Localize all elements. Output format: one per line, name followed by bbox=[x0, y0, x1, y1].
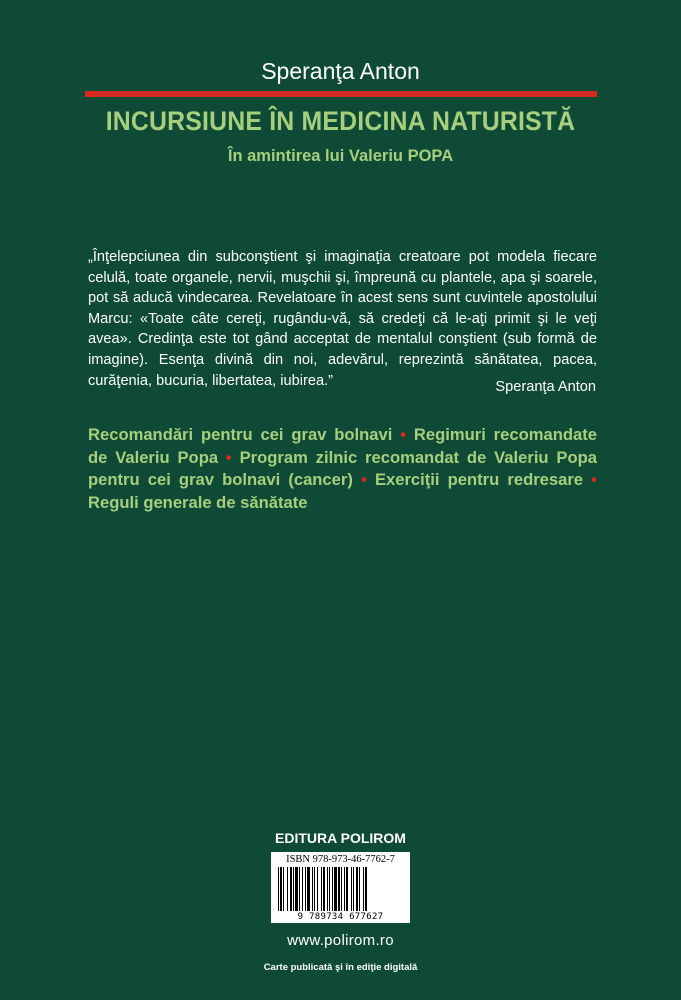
quote-text: „Înţelepciunea din subconştient şi imaginaţia creatoare pot modela fiecare celulă, toate organele, nervii, muşchii şi, împreună cu plantele, apa şi soarele, pot să aducă vindecarea. Revelatoare în acest sens sunt cuvintele apostolului Marcu: «Toate câte cereţi, rugându-vă, să credeţi că le-aţi primit şi le veţi avea». Credinţa este tot gând acceptat de mentalul conştient (sub formă de imagine). Esenţa divină din noi, adevărul, reprezintă sănătatea, pacea, curăţenia, bucuria, libertatea, iubirea.” bbox=[88, 249, 597, 389]
topics-list bbox=[88, 424, 597, 514]
book-title: INCURSIUNE ÎN MEDICINA NATURISTĂ bbox=[105, 106, 576, 136]
barcode-box bbox=[271, 852, 410, 923]
topic-item: Reguli generale de sănătate bbox=[88, 492, 308, 512]
author-name: Speranţa Anton bbox=[261, 58, 420, 84]
bullet-icon: • bbox=[400, 425, 407, 444]
bullet-icon: • bbox=[591, 470, 597, 489]
quote-author: Speranţa Anton bbox=[495, 379, 596, 395]
topic-item: Program zilnic recomandat de Valeriu Popa pentru cei grav bolnavi (cancer) bbox=[88, 447, 597, 489]
bullet-icon: • bbox=[225, 447, 232, 467]
red-divider bbox=[85, 91, 597, 97]
publisher-name: EDITURA POLIROM bbox=[275, 830, 406, 846]
barcode-icon bbox=[277, 867, 404, 911]
bullet-icon: • bbox=[361, 470, 367, 489]
isbn-text: ISBN 978-973-46-7762-7 bbox=[286, 854, 395, 865]
barcode-number: 9 789734 677627 bbox=[297, 912, 384, 922]
topic-item: Exerciţii pentru redresare bbox=[374, 470, 584, 489]
digital-edition-note: Carte publicată şi în ediţie digitală bbox=[263, 962, 418, 973]
topic-item: Regimuri recomandate de Valeriu Popa bbox=[88, 425, 597, 467]
publisher-website: www.polirom.ro bbox=[287, 932, 394, 949]
topic-item: Recomandări pentru cei grav bolnavi bbox=[88, 425, 393, 444]
book-subtitle: În amintirea lui Valeriu POPA bbox=[227, 147, 454, 165]
